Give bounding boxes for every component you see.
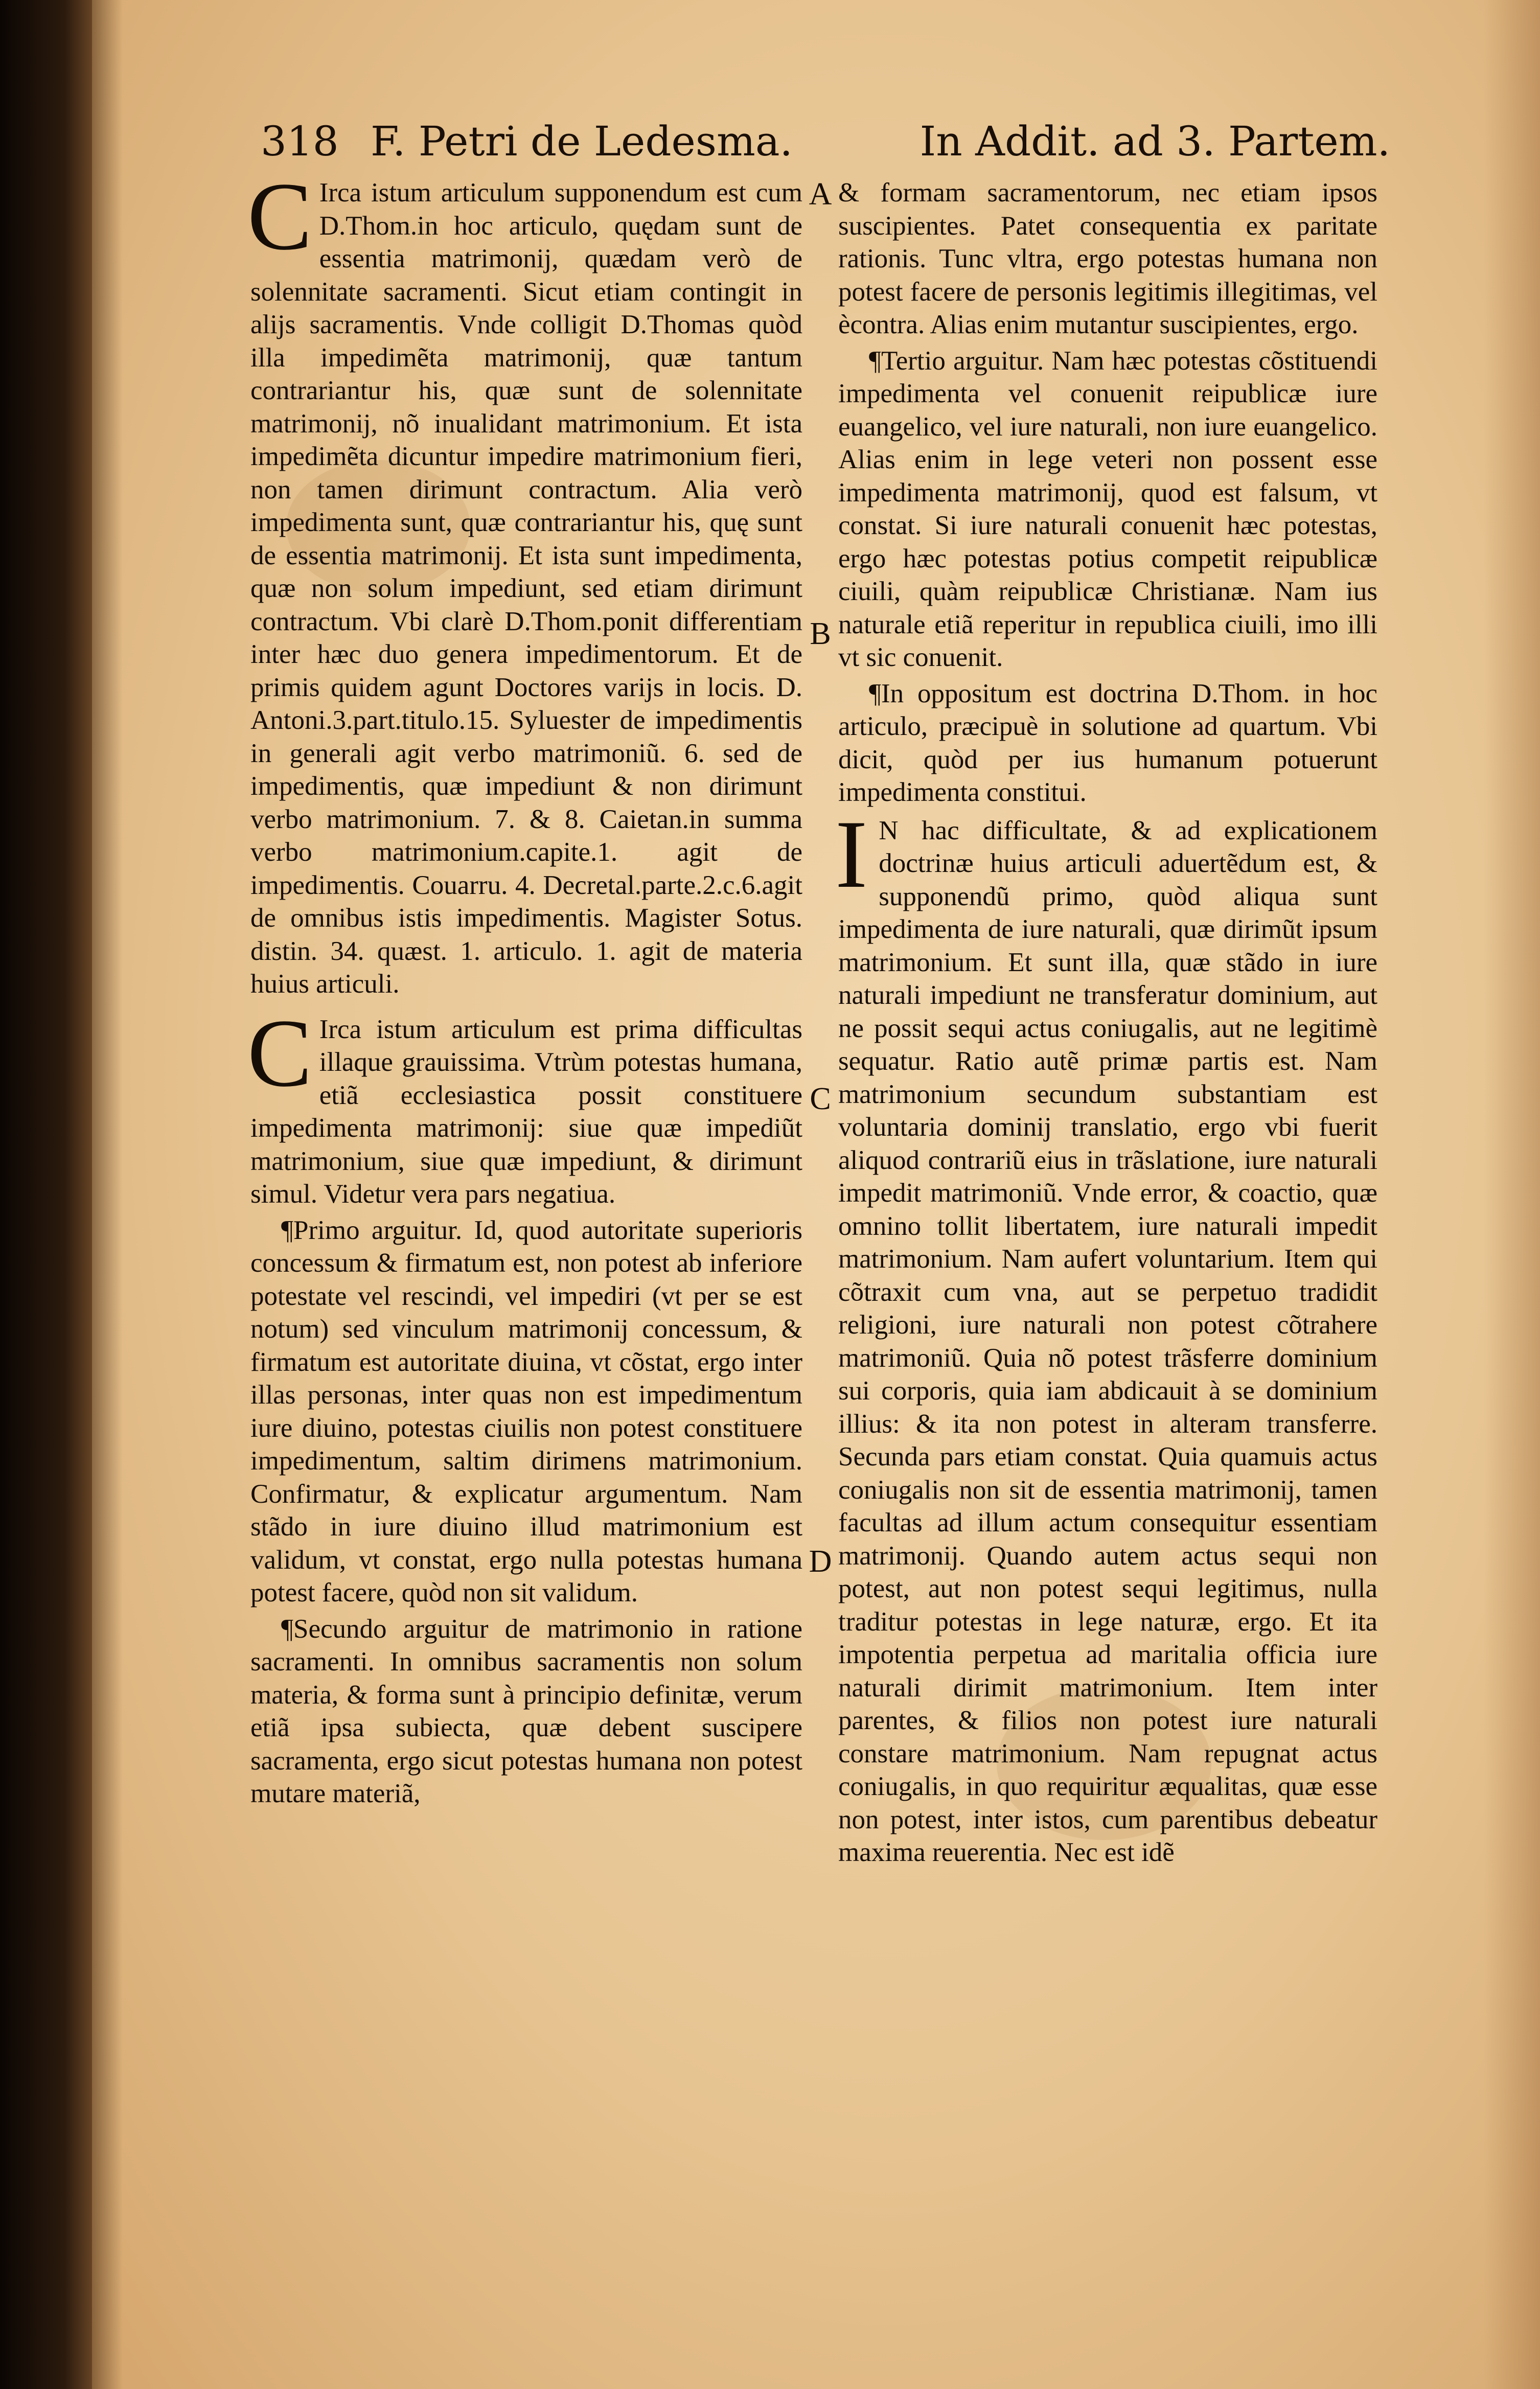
margin-letter-d: D [809, 1544, 832, 1579]
drop-cap: C [247, 163, 312, 270]
drop-cap: C [247, 999, 312, 1107]
paragraph: ¶Secundo arguitur de matrimonio in ratione sacramenti. In omnibus sacramentis non solum materia, & forma sunt à principio definitæ, verum etiã ipsa subiecta, quæ debent suscipere sacramenta, ergo sicut potestas humana non potest mutare materiã, [250, 1614, 802, 1808]
page-gutter-shadow [92, 0, 123, 2389]
running-head-right: In Addit. ad 3. Partem. [920, 118, 1390, 165]
paragraph-text: Irca istum articulum supponendum est cum D.Thom.in hoc articulo, quędam sunt de essentia matrimonij, quædam verò de solennitate sacramenti. Sicut etiam contingit in alijs sacramentis. Vnde colligit D.Thomas quòd illa impedimẽta matrimonij, quæ tantum contrariantur his, quæ sunt de solennitate matrimonij, nõ inualidant matrimonium. Et ista impedimẽta dicuntur impedire matrimonium fieri, non tamen dirimunt contractum. Alia verò impedimenta sunt, quæ contrariantur his, quę sunt de essentia matrimonij. Et ista sunt impedimenta, quæ non solum impediunt, sed etiam dirimunt contractum. Vbi clarè D.Thom.ponit differentiam inter hæc duo genera impedimentorum. Et de primis quidem agunt Doctores varijs in locis. D. Antoni.3.part.titulo.15. Syluester de impedimentis in generali agit verbo matrimoniũ. 6. sed de impedimentis, quæ impediunt & non dirimunt verbo matrimonium. 7. & 8. Caietan.in summa verbo matrimonium.capite.1. agit de impedimentis. Couarru. 4. Decretal.parte.2.c.6.agit de omnibus istis impedimentis. Magister Sotus. distin. 34. quæst. 1. articulo. 1. agit de materia huius articuli. [250, 178, 802, 999]
page-number: 318 [261, 118, 339, 165]
paragraph [835, 800, 1377, 1869]
paragraph: ¶In oppositum est doctrina D.Thom. in hoc articulo, præcipuè in solutione ad quartum. Vbi dicit, quòd per ius humanum potuerunt impedimenta constitui. [838, 678, 1377, 807]
right-text-column [835, 176, 1377, 1872]
margin-letter-a: A [809, 177, 832, 212]
left-text-column [247, 163, 802, 1813]
paragraph: & formam sacramentorum, nec etiam ipsos suscipientes. Patet consequentia ex paritate rationis. Tunc vltra, ergo potestas humana non potest facere de personis legitimis illegitimas, vel ècontra. Alias enim mutantur suscipientes, ergo. [838, 178, 1377, 339]
paragraph-text: N hac difficultate, & ad explicationem doctrinæ huius articuli aduertẽdum est, & supponendũ primo, quòd aliqua sunt impedimenta de iure naturali, quæ dirimũt ipsum matrimonium. Et sunt illa, quæ stãdo in iure naturali impediunt ne transferatur dominium, aut ne possit sequi actus coniugalis, aut ne legitimè sequatur. Ratio autẽ primæ partis est. Nam matrimonium secundum substantiam est voluntaria dominij translatio, ergo vbi fuerit aliquod contrariũ eius in trãslatione, iure naturali impedit matrimoniũ. Vnde error, & coactio, quæ omnino tollit libertatem, iure naturali impedit matrimonium. Nam aufert voluntarium. Item qui cõtraxit cum vna, aut se perpetuo tradidit religioni, iure naturali non potest cõtrahere matrimoniũ. Quia nõ potest trãsferre dominium sui corporis, quia iam abdicauit à se dominium illius: & ita non potest in alteram transferre. Secunda pars etiam constat. Quia quamuis actus coniugalis non sit de essentia matrimonij, tamen facultas ad illum actum consequitur essentiam matrimonij. Quando autem actus sequi non potest, aut non potest sequi legitimus, nulla traditur potestas in lege naturæ, ergo. Et ita impotentia perpetua ad maritalia officia iure naturali dirimit matrimonium. Item inter parentes, & filios non potest iure naturali constare matrimonium. Nam repugnat actus coniugalis, in quo requiritur æqualitas, quæ esse non potest, inter istos, cum parentibus debeatur maxima reuerentia. Nec est idẽ [838, 815, 1377, 1867]
paragraph: ¶Primo arguitur. Id, quod autoritate superioris concessum & firmatum est, non potest ab inferiore potestate vel rescindi, vel impediri (vt per se est notum) sed vinculum matrimonij concessum, & firmatum est autoritate diuina, vt cõstat, ergo inter illas personas, inter quas non est impedimentum iure diuino, potestas ciuilis non potest constituere impedimentum, saltim dirimens matrimonium. Confirmatur, & explicatur argumentum. Nam stãdo in iure diuino illud matrimonium est validum, vt constat, ergo nulla potestas humana potest facere, quòd non sit validum. [250, 1215, 802, 1607]
page-edge-shading [1484, 0, 1540, 2389]
running-head-left: F. Petri de Ledesma. [371, 118, 793, 165]
margin-letter-c: C [810, 1082, 831, 1116]
paragraph [247, 999, 802, 1211]
running-head [261, 118, 1390, 174]
paragraph-text: Irca istum articulum est prima difficultas illaque grauissima. Vtrùm potestas humana, etiã ecclesiastica possit constituere impedimenta matrimonij: siue quæ impediũt matrimonium, siue quæ impediunt, & dirimunt simul. Videtur vera pars negatiua. [250, 1014, 802, 1209]
paragraph [247, 163, 802, 1001]
margin-letter-b: B [810, 616, 831, 651]
paragraph: ¶Tertio arguitur. Nam hæc potestas cõstituendi impedimenta vel conuenit reipublicæ iure euangelico, vel iure naturali, non iure euangelico. Alias enim in lege veteri non possent esse impedimenta matrimonij, quod est falsum, vt constat. Si iure naturali conuenit hæc potestas, ergo hæc potestas potius competit reipublicæ ciuili, quàm reipublicæ Christianæ. Nam ius naturale etiã reperitur in republica ciuili, imo illi vt sic conuenit. [838, 346, 1377, 672]
drop-cap: I [835, 800, 868, 908]
